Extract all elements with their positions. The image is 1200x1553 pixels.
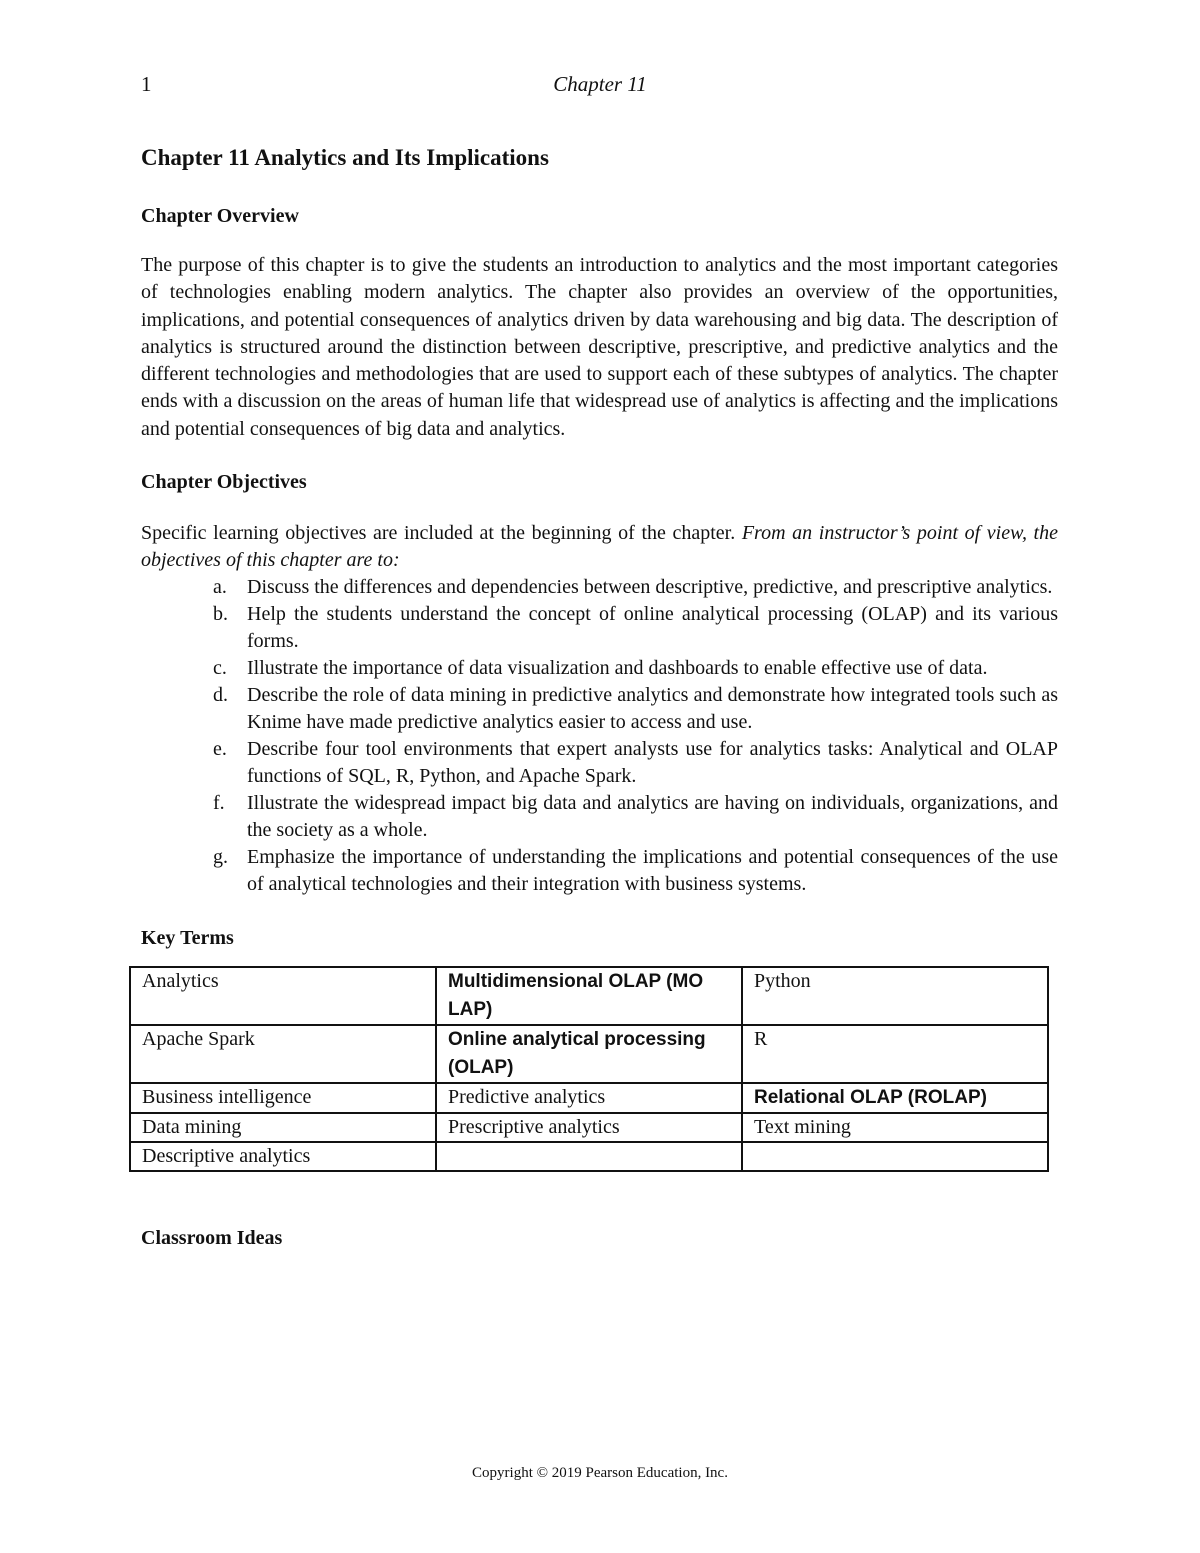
chapter-title: Chapter 11 Analytics and Its Implications <box>141 145 549 170</box>
list-item <box>141 682 1058 736</box>
list-item-text: Describe the role of data mining in predictive analytics and demonstrate how integrated tools such as Knime have made predictive analytics easier to access and use. <box>247 684 1058 734</box>
list-item-text: Discuss the differences and dependencies between descriptive, predictive, and prescriptive analytics. <box>247 576 1053 599</box>
list-item <box>141 736 1058 790</box>
list-item-text: Help the students understand the concept of online analytical processing (OLAP) and its various forms. <box>247 603 1058 653</box>
document-body <box>141 140 1058 1274</box>
objectives-intro-plain: Specific learning objectives are included at the beginning of the chapter. <box>141 522 742 545</box>
page-number: 1 <box>141 72 152 96</box>
table-cell: Descriptive analytics <box>130 1142 436 1171</box>
table-cell: Online analytical processing (OLAP) <box>436 1025 742 1083</box>
table-row <box>130 1142 1048 1171</box>
table-cell: R <box>742 1025 1048 1083</box>
overview-heading: Chapter Overview <box>141 205 299 227</box>
key-terms-table <box>129 966 1049 1172</box>
running-head: Chapter 11 <box>553 72 647 96</box>
list-item <box>141 601 1058 655</box>
objectives-intro <box>141 520 1058 574</box>
list-item <box>141 574 1058 601</box>
list-item-text: Illustrate the importance of data visualization and dashboards to enable effective use of data. <box>247 657 988 680</box>
table-cell: Relational OLAP (ROLAP) <box>742 1083 1048 1113</box>
table-row <box>130 1113 1048 1142</box>
copyright-footer: Copyright © 2019 Pearson Education, Inc. <box>472 1465 728 1481</box>
list-marker: g. <box>213 846 228 869</box>
table-cell: Apache Spark <box>130 1025 436 1083</box>
objectives-intro-italic: From an instructor’s point of view, the objectives of this chapter are to: <box>141 522 1058 572</box>
table-row <box>130 967 1048 1025</box>
table-cell: Analytics <box>130 967 436 1025</box>
table-cell: Prescriptive analytics <box>436 1113 742 1142</box>
list-marker: e. <box>213 738 227 761</box>
list-item <box>141 844 1058 898</box>
table-cell <box>436 1142 742 1171</box>
table-cell: Business intelligence <box>130 1083 436 1113</box>
list-marker: a. <box>213 576 227 599</box>
list-marker: d. <box>213 684 228 707</box>
objectives-heading: Chapter Objectives <box>141 471 307 494</box>
list-item <box>141 655 1058 682</box>
table-row <box>130 1025 1048 1083</box>
classroom-heading: Classroom Ideas <box>141 1227 283 1250</box>
table-cell: Python <box>742 967 1048 1025</box>
objectives-list <box>141 574 1058 898</box>
list-marker: f. <box>213 792 225 815</box>
table-cell: Data mining <box>130 1113 436 1142</box>
list-item-text: Emphasize the importance of understanding the implications and potential consequences of the use of analytical technologies and their integration with business systems. <box>247 846 1058 896</box>
key-terms-heading: Key Terms <box>141 927 234 950</box>
overview-text: The purpose of this chapter is to give the students an introduction to analytics and the most important categories of technologies enabling modern analytics. The chapter also provides an overview of the opportunities, implications, and potential consequences of analytics driven by data warehousing and big data. The description of analytics is structured around the distinction between descriptive, prescriptive, and predictive analytics and the different technologies and methodologies that are used to support each of these subtypes of analytics. The chapter ends with a discussion on the areas of human life that widespread use of analytics is affecting and the implications and potential consequences of big data and analytics. <box>141 254 1058 440</box>
table-cell <box>742 1142 1048 1171</box>
list-marker: b. <box>213 603 228 626</box>
table-cell: Predictive analytics <box>436 1083 742 1113</box>
table-cell: Multidimensional OLAP (MO LAP) <box>436 967 742 1025</box>
list-item <box>141 790 1058 844</box>
list-item-text: Illustrate the widespread impact big data and analytics are having on individuals, organizations, and the society as a whole. <box>247 792 1058 842</box>
list-item-text: Describe four tool environments that expert analysts use for analytics tasks: Analytical and OLAP functions of SQL, R, Python, and Apache Spark. <box>247 738 1058 788</box>
list-marker: c. <box>213 657 227 680</box>
table-row <box>130 1083 1048 1113</box>
table-cell: Text mining <box>742 1113 1048 1142</box>
